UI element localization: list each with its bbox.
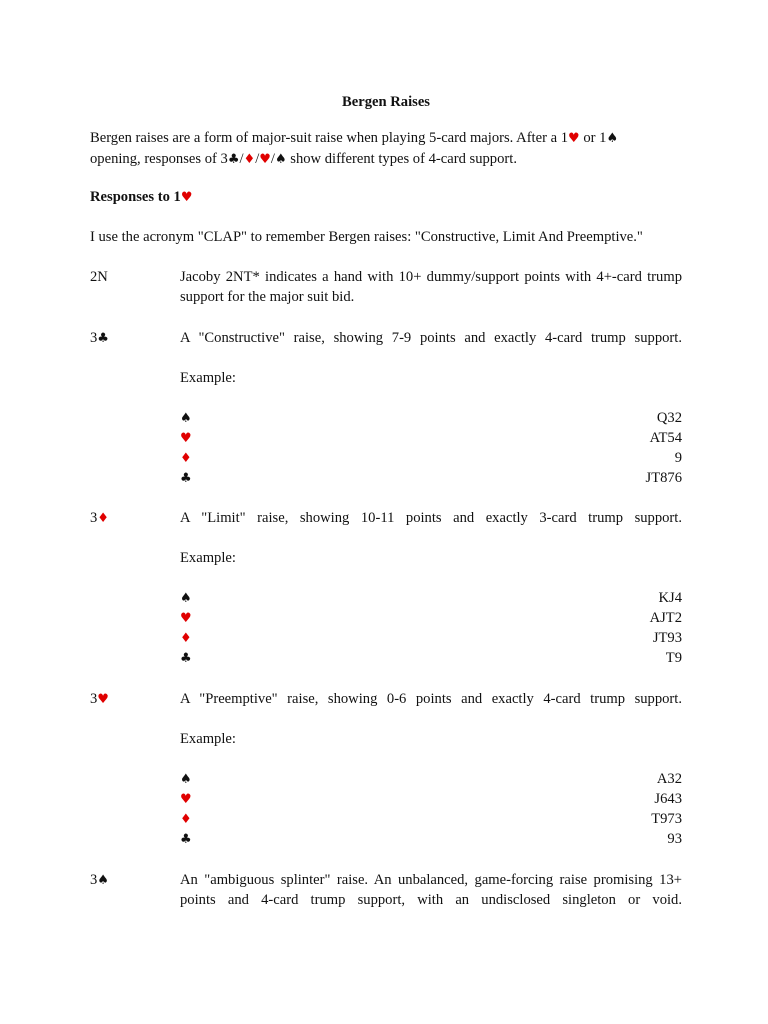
club-suit-icon: ♣ [97,331,109,346]
hand-clubs [180,648,682,668]
heart-suit-icon: ♥ [568,131,580,146]
hand-spades [180,769,682,789]
bid-level: 3 [90,510,98,526]
heart-suit-icon: ♥ [259,152,271,167]
diamond-cards: 9 [674,450,682,466]
club-suit-icon: ♣ [180,471,646,486]
club-suit-icon: ♣ [227,152,240,167]
hand-clubs [180,829,682,849]
spade-suit-icon: ♠ [97,873,109,888]
example-label: Example: [180,550,236,566]
section-heading-text: Responses to 1 [90,189,181,205]
hand-spades [180,588,682,608]
heart-cards: AJT2 [649,610,682,626]
spade-suit-icon: ♠ [180,591,659,606]
separator: / [270,151,275,167]
bid-level: 3 [90,330,98,346]
section-heading-responses [90,187,192,208]
bid-description: Jacoby 2NT* indicates a hand with 10+ dummy/support points with 4+-card trump support for the major suit bid. [180,269,682,305]
bid-level: 3 [90,691,98,707]
diamond-cards: T973 [651,811,682,827]
club-cards: JT876 [645,470,682,486]
bid-label [90,689,170,710]
bid-description-block [180,508,682,668]
hand-spades [180,408,682,428]
diamond-suit-icon: ♦ [180,812,652,827]
intro-text-2: or 1 [579,130,607,146]
hand-hearts [180,608,682,628]
bid-description: A "Limit" raise, showing 10-11 points and exactly 3-card trump support. [180,510,682,526]
bid-description: A "Constructive" raise, showing 7-9 points and exactly 4-card trump support. [180,330,682,346]
intro-paragraph [90,128,682,170]
intro-text-4: show different types of 4-card support. [286,151,517,167]
diamond-cards: JT93 [652,630,682,646]
bid-description: An "ambiguous splinter" raise. An unbalanced, game-forcing raise promising 13+ points and 4-card trump support, with an undisclosed singleton or void. [180,872,682,908]
spade-cards: Q32 [656,410,682,426]
heart-suit-icon: ♥ [180,190,193,205]
spade-suit-icon: ♠ [180,772,657,787]
heart-cards: AT54 [649,430,682,446]
hand-hearts [180,789,682,809]
example-hand [180,588,682,668]
spade-suit-icon: ♠ [606,131,619,146]
bid-level: 3 [90,872,98,888]
club-cards: T9 [665,650,682,666]
bid-label: 2N [90,269,108,285]
separator: / [239,151,244,167]
hand-diamonds [180,448,682,468]
example-label: Example: [180,731,236,747]
example-hand [180,408,682,488]
example-label: Example: [180,370,236,386]
hand-diamonds [180,628,682,648]
bid-description-block [180,689,682,849]
spade-suit-icon: ♠ [274,152,287,167]
diamond-suit-icon: ♦ [97,511,109,526]
intro-text-3: opening, responses of 3 [90,151,228,167]
heart-suit-icon: ♥ [180,431,650,446]
diamond-suit-icon: ♦ [180,631,653,646]
club-suit-icon: ♣ [180,651,666,666]
spade-cards: KJ4 [658,590,682,606]
heart-suit-icon: ♥ [180,792,655,807]
hand-diamonds [180,809,682,829]
document-title: Bergen Raises [342,94,430,110]
bid-label [90,328,170,349]
heart-cards: J643 [654,791,682,807]
diamond-suit-icon: ♦ [243,152,256,167]
bid-label [90,508,170,529]
heart-suit-icon: ♥ [97,692,109,707]
bid-label [90,870,170,891]
spade-cards: A32 [656,771,682,787]
separator: / [255,151,260,167]
club-suit-icon: ♣ [180,832,668,847]
example-hand [180,769,682,849]
heart-suit-icon: ♥ [180,611,650,626]
diamond-suit-icon: ♦ [180,451,675,466]
acronym-paragraph: I use the acronym "CLAP" to remember Bergen raises: "Constructive, Limit And Preemptive." [90,229,643,245]
intro-text-1: Bergen raises are a form of major-suit raise when playing 5-card majors. After a 1 [90,130,569,146]
hand-clubs [180,468,682,488]
spade-suit-icon: ♠ [180,411,657,426]
bid-description: A "Preemptive" raise, showing 0-6 points and exactly 4-card trump support. [180,691,682,707]
club-cards: 93 [667,831,682,847]
hand-hearts [180,428,682,448]
bid-description-block [180,328,682,488]
